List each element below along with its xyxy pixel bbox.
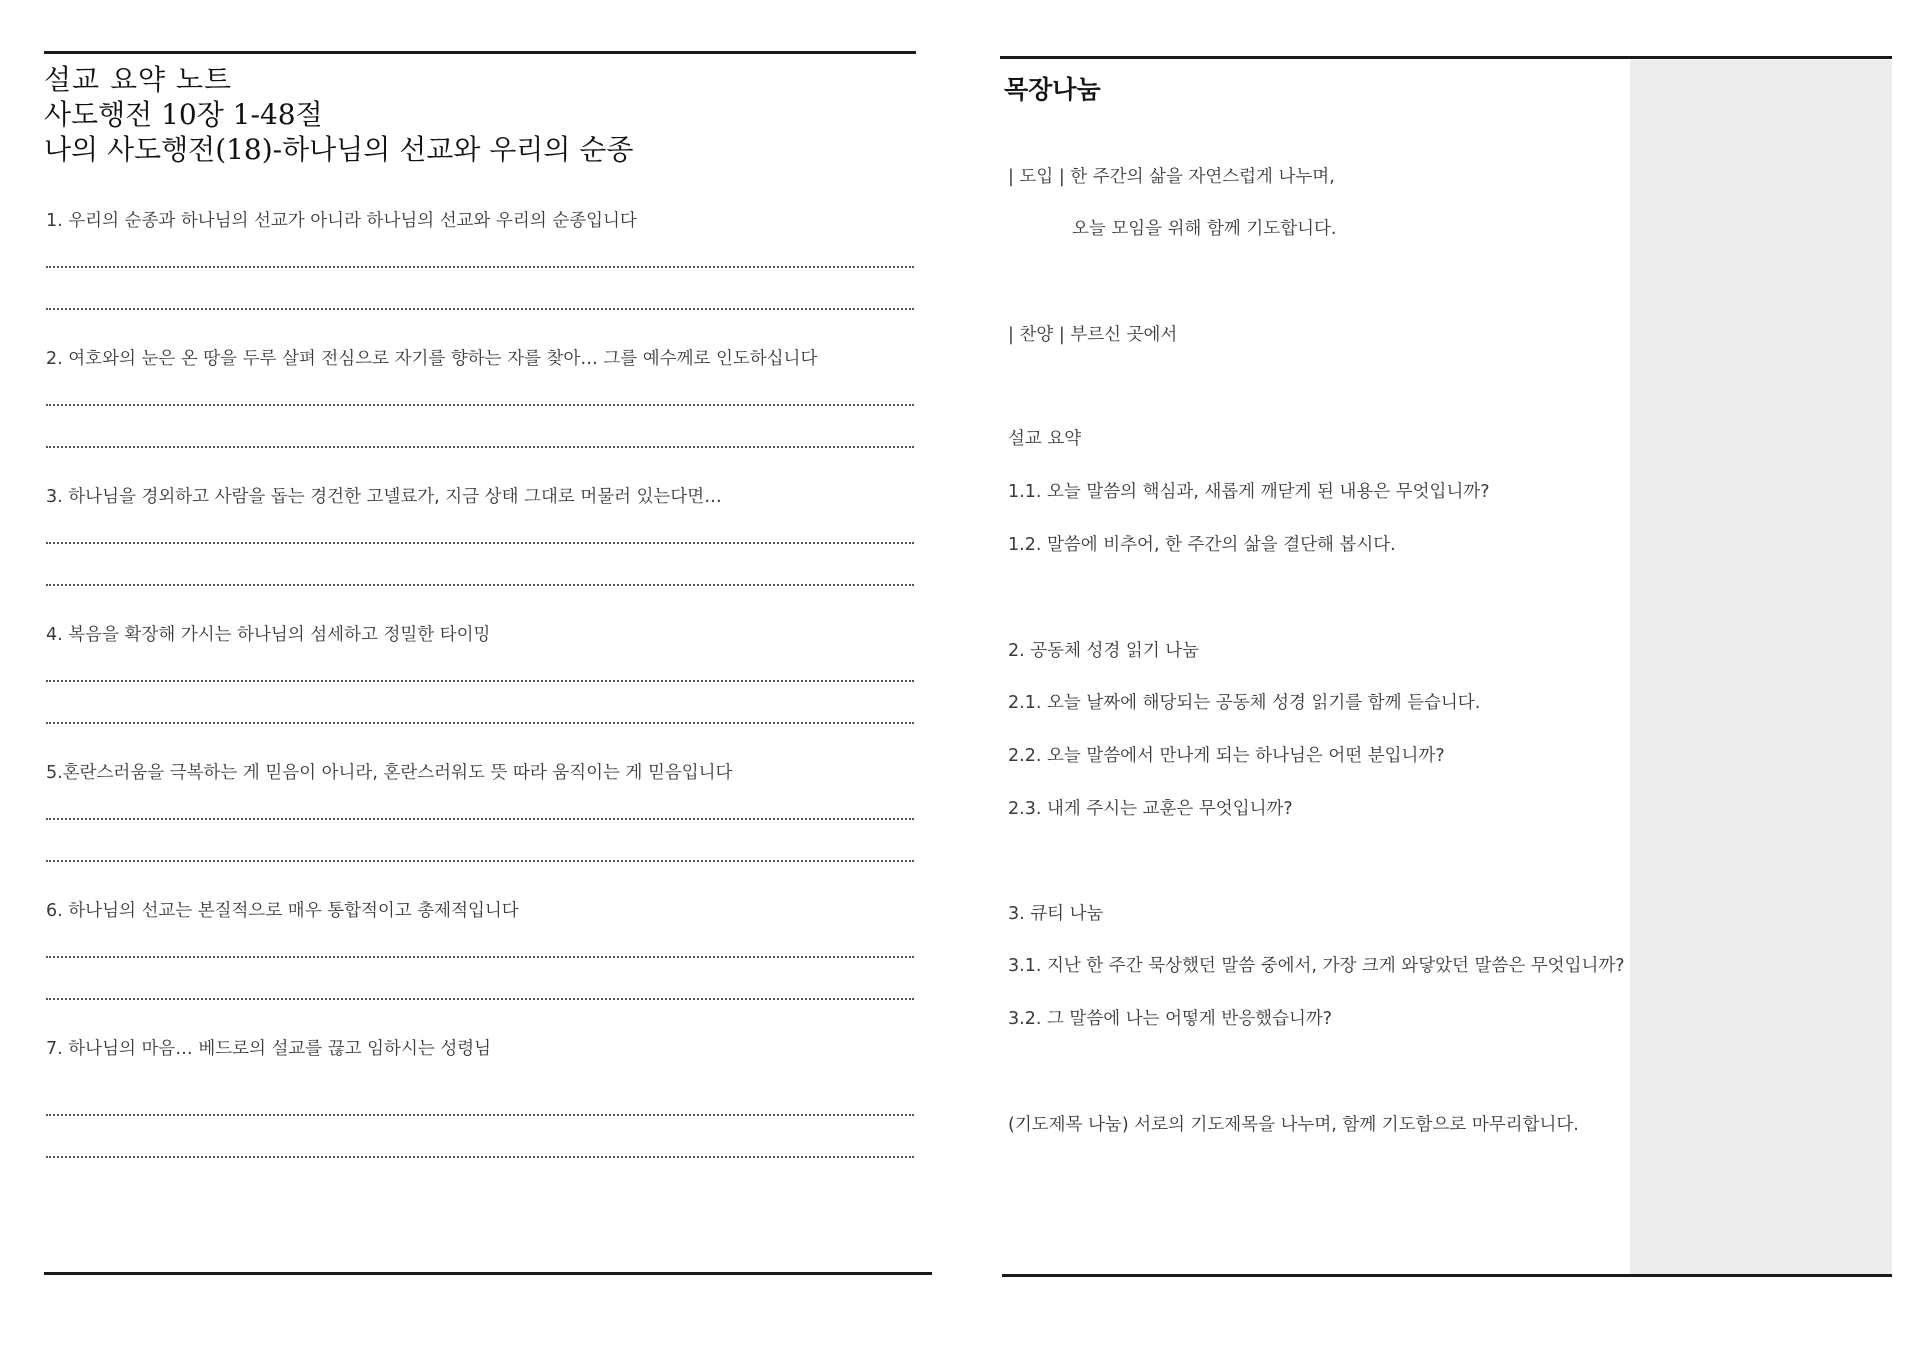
sermon-point: [46, 762, 914, 900]
bottom-rule: [44, 1272, 932, 1275]
note-writing-line[interactable]: [46, 404, 914, 406]
intro-line: | 도입 | 한 주간의 삶을 자연스럽게 나누며,: [1008, 167, 1335, 187]
top-rule: [1000, 56, 1892, 59]
sermon-point-text: 1. 우리의 순종과 하나님의 선교가 아니라 하나님의 선교와 우리의 순종입니다: [46, 211, 637, 231]
sermon-point-text: 7. 하나님의 마음… 베드로의 설교를 끊고 임하시는 성령님: [46, 1039, 492, 1059]
note-writing-line[interactable]: [46, 860, 914, 862]
note-writing-line[interactable]: [46, 998, 914, 1000]
note-writing-line[interactable]: [46, 584, 914, 586]
note-writing-line[interactable]: [46, 446, 914, 448]
note-writing-line[interactable]: [46, 308, 914, 310]
bible-reading-heading: 2. 공동체 성경 읽기 나눔: [1008, 641, 1200, 661]
sermon-point-text: 4. 복음을 확장해 가시는 하나님의 섬세하고 정밀한 타이밍: [46, 625, 491, 645]
sermon-point-text: 6. 하나님의 선교는 본질적으로 매우 통합적이고 총제적입니다: [46, 901, 519, 921]
sermon-point-text: 2. 여호와의 눈은 온 땅을 두루 살펴 전심으로 자기를 향하는 자를 찾아… 그를 예수께로 인도하십니다: [46, 349, 818, 369]
bible-reading-question: 2.3. 내게 주시는 교훈은 무엇입니까?: [1008, 799, 1293, 819]
sermon-point-text: 3. 하나님을 경외하고 사람을 돕는 경건한 고넬료가, 지금 상태 그대로 머물러 있는다면…: [46, 487, 722, 507]
note-writing-line[interactable]: [46, 1156, 914, 1158]
top-rule: [44, 51, 916, 54]
bottom-rule: [1002, 1274, 1892, 1277]
note-writing-line[interactable]: [46, 266, 914, 268]
small-group-title: 목장나눔: [1004, 75, 1101, 104]
sermon-points-list: [46, 210, 914, 1188]
sermon-point: [46, 624, 914, 762]
sermon-point: [46, 900, 914, 1038]
qt-question: 3.1. 지난 한 주간 묵상했던 말씀 중에서, 가장 크게 와닿았던 말씀은 무엇입니까?: [1008, 956, 1625, 976]
note-writing-line[interactable]: [46, 1114, 914, 1116]
bible-reading-question: 2.1. 오늘 날짜에 해당되는 공동체 성경 읽기를 함께 듣습니다.: [1008, 693, 1481, 713]
note-writing-line[interactable]: [46, 542, 914, 544]
praise-song: | 찬양 | 부르신 곳에서: [1008, 325, 1178, 345]
bible-reading-question: 2.2. 오늘 말씀에서 만나게 되는 하나님은 어떤 분입니까?: [1008, 746, 1445, 766]
note-writing-line[interactable]: [46, 956, 914, 958]
sermon-point-text: 5.혼란스러움을 극복하는 게 믿음이 아니라, 혼란스러워도 뜻 따라 움직이는 게 믿음입니다: [46, 763, 733, 783]
right-page-small-group: [1000, 0, 1920, 1362]
sermon-title-block: [44, 62, 924, 167]
qt-question: 3.2. 그 말씀에 나는 어떻게 반응했습니까?: [1008, 1009, 1333, 1029]
sermon-summary-heading: 설교 요약: [1008, 429, 1082, 449]
notes-title: 설교 요약 노트: [44, 63, 233, 96]
sermon-point: [46, 1038, 914, 1188]
intro-prayer-line: 오늘 모임을 위해 함께 기도합니다.: [1072, 219, 1337, 239]
note-writing-line[interactable]: [46, 722, 914, 724]
sermon-title: 나의 사도행전(18)-하나님의 선교와 우리의 순종: [44, 133, 634, 166]
side-shaded-panel: [1630, 60, 1892, 1276]
sermon-point: [46, 486, 914, 624]
sermon-point: [46, 210, 914, 348]
closing-prayer: (기도제목 나눔) 서로의 기도제목을 나누며, 함께 기도함으로 마무리합니다.: [1008, 1115, 1579, 1135]
note-writing-line[interactable]: [46, 818, 914, 820]
sermon-question: 1.1. 오늘 말씀의 핵심과, 새롭게 깨닫게 된 내용은 무엇입니까?: [1008, 482, 1490, 502]
note-writing-line[interactable]: [46, 680, 914, 682]
scripture-reference: 사도행전 10장 1-48절: [44, 98, 323, 131]
sermon-question: 1.2. 말씀에 비추어, 한 주간의 삶을 결단해 봅시다.: [1008, 535, 1396, 555]
sermon-point: [46, 348, 914, 486]
qt-heading: 3. 큐티 나눔: [1008, 904, 1104, 924]
